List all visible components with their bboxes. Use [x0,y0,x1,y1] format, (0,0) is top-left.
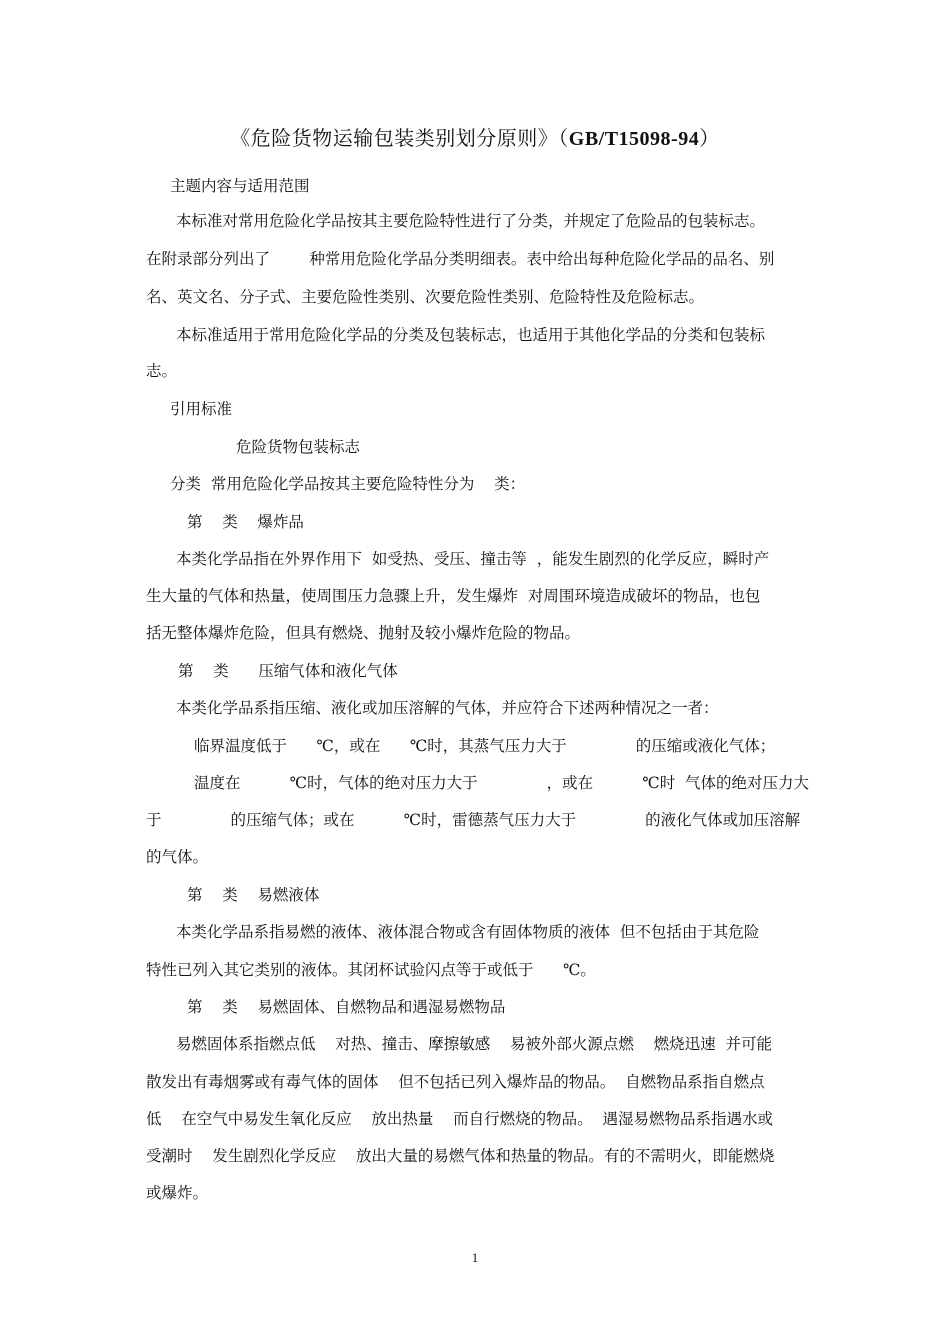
paragraph-line: 名、英文名、分子式、主要危险性类别、次要危险性类别、危险特性及危险标志。 [146,288,705,306]
paragraph-line: 生大量的气体和热量，使周围压力急骤上升，发生爆炸 对周围环境造成破坏的物品，也包 [146,587,761,605]
paragraph-line: 特性已列入其它类别的液体。其闭杯试验闪点等于或低于 ℃。 [146,961,596,979]
standard-code: GB/T15098-94 [568,128,700,150]
section-heading-scope: 主题内容与适用范围 [170,177,310,195]
paragraph-line: 温度在 ℃时，气体的绝对压力大于 ，或在 ℃时 气体的绝对压力大 [194,774,810,792]
reference-item: 危险货物包装标志 [236,438,361,456]
paragraph-line: 本类化学品系指压缩、液化或加压溶解的气体，并应符合下述两种情况之一者： [176,699,719,717]
class-heading-3: 第 类 易燃液体 [187,886,320,904]
page-number: 1 [471,1250,479,1265]
title-main: 《危险货物运输包装类别划分原则》（ [230,126,569,150]
title-end: ） [699,126,720,150]
paragraph-line: 低 在空气中易发生氧化反应 放出热量 而自行燃烧的物品。 遇湿易燃物品系指遇水或 [146,1110,773,1128]
paragraph-line: 散发出有毒烟雾或有毒气体的固体 但不包括已列入爆炸品的物品。 自燃物品系指自燃点 [146,1073,765,1091]
class-heading-4: 第 类 易燃固体、自燃物品和遇湿易燃物品 [187,998,506,1016]
document-title [0,122,950,151]
paragraph-line: 易燃固体系指燃点低 对热、撞击、摩擦敏感 易被外部火源点燃 燃烧迅速 并可能 [176,1035,772,1053]
paragraph-line: 志。 [146,362,178,380]
paragraph-line: 括无整体爆炸危险，但具有燃烧、抛射及较小爆炸危险的物品。 [146,624,581,642]
paragraph-line: 受潮时 发生剧烈化学反应 放出大量的易燃气体和热量的物品。有的不需明火，即能燃烧 [146,1147,775,1165]
classification-intro: 分类 常用危险化学品按其主要危险特性分为 类： [170,475,526,493]
class-heading-1: 第 类 爆炸品 [187,513,304,531]
paragraph-line: 于 的压缩气体；或在 ℃时，雷德蒸气压力大于 的液化气体或加压溶解 [146,811,801,829]
paragraph-line: 本标准对常用危险化学品按其主要危险特性进行了分类，并规定了危险品的包装标志。 [176,212,766,230]
paragraph-line: 本标准适用于常用危险化学品的分类及包装标志，也适用于其他化学品的分类和包装标 [176,326,766,344]
class-heading-2: 第 类 压缩气体和液化气体 [178,662,398,680]
paragraph-line: 或爆炸。 [146,1184,209,1202]
section-heading-references: 引用标准 [170,400,233,418]
paragraph-line: 的气体。 [146,848,209,866]
paragraph-line: 临界温度低于 ℃，或在 ℃时，其蒸气压力大于 的压缩或液化气体； [194,737,776,755]
paragraph-line: 本类化学品系指易燃的液体、液体混合物或含有固体物质的液体 但不包括由于其危险 [176,923,760,941]
paragraph-line: 在附录部分列出了 种常用危险化学品分类明细表。表中给出每种危险化学品的品名、别 [146,250,775,268]
paragraph-line: 本类化学品指在外界作用下 如受热、受压、撞击等 ，能发生剧烈的化学反应，瞬时产 [176,550,770,568]
